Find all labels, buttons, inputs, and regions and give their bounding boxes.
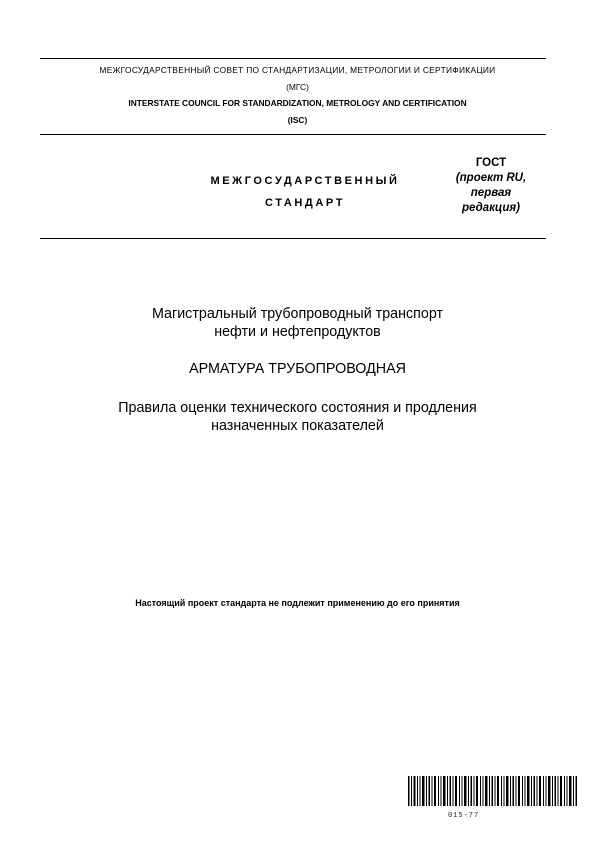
- title-line1: Магистральный трубопроводный транспорт: [151, 306, 444, 322]
- standard-type-line2: СТАНДАРТ: [264, 197, 346, 209]
- council-abbr-ru: (МГС): [286, 81, 309, 92]
- gost-designation: [436, 156, 546, 216]
- barcode-number: 015-77: [448, 812, 480, 820]
- edition-line2: первая: [470, 187, 512, 199]
- middle-rule: [40, 134, 546, 135]
- council-block: [0, 62, 595, 128]
- standard-type-line1: МЕЖГОСУДАРСТВЕННЫЙ: [210, 175, 400, 187]
- bottom-rule: [40, 238, 546, 239]
- gost-code: ГОСТ: [475, 157, 507, 169]
- barcode-image: [408, 776, 578, 810]
- edition-line1: (проект RU,: [455, 172, 527, 184]
- council-abbr-en: (ISC): [287, 114, 308, 125]
- document-title-main: АРМАТУРА ТРУБОПРОВОДНАЯ: [189, 361, 406, 377]
- title-line2: нефти и нефтепродуктов: [214, 324, 381, 340]
- draft-notice: Настоящий проект стандарта не подлежит применению до его принятия: [135, 598, 460, 608]
- title-line3: Правила оценки технического состояния и продления: [118, 400, 477, 416]
- document-title-scope: [0, 399, 595, 435]
- document-title-subject: [0, 305, 595, 341]
- council-name-ru: МЕЖГОСУДАРСТВЕННЫЙ СОВЕТ ПО СТАНДАРТИЗАЦИИ, МЕТРОЛОГИИ И СЕРТИФИКАЦИИ: [99, 65, 496, 75]
- council-name-en: INTERSTATE COUNCIL FOR STANDARDIZATION, METROLOGY AND CERTIFICATION: [128, 98, 467, 108]
- edition-line3: редакция): [462, 202, 520, 214]
- top-rule: [40, 58, 546, 59]
- standard-type: [180, 170, 430, 214]
- title-line4: назначенных показателей: [211, 418, 384, 434]
